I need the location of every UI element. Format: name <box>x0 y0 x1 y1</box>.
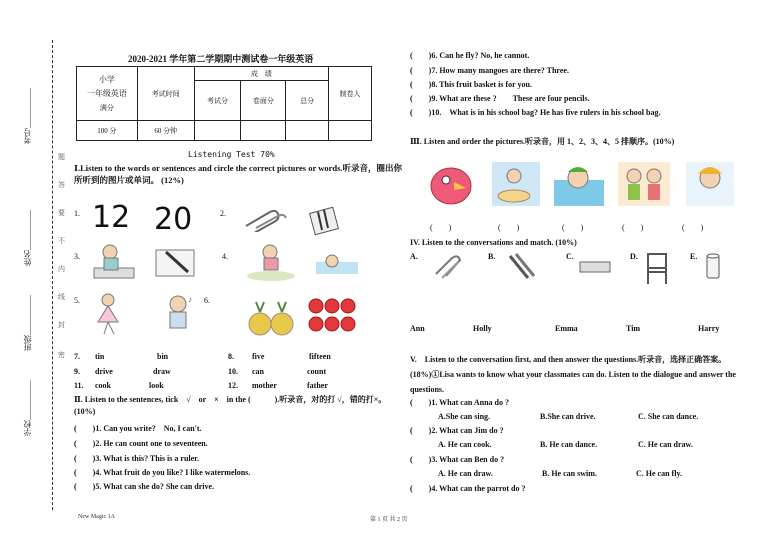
item-number: 9. <box>74 367 80 376</box>
match-name: Harry <box>698 324 720 333</box>
parrot-picture <box>424 160 478 208</box>
kid-swimming-picture <box>316 250 358 276</box>
footer-left: New Magic 1A <box>78 514 115 520</box>
word-option: tin <box>95 352 105 361</box>
word-option: can <box>252 367 264 376</box>
tick-item: ( )4. What fruit do you like? I like watermelons. <box>74 468 251 477</box>
cooking-picture <box>490 160 542 208</box>
word-option: bin <box>157 352 169 361</box>
kid-running-picture <box>244 242 298 282</box>
girl-dancing-picture <box>86 292 130 336</box>
order-bracket[interactable]: ( ) <box>430 223 452 232</box>
word-option: look <box>149 381 164 390</box>
answer-option[interactable]: B. He can swim. <box>542 469 597 478</box>
svg-text:♪: ♪ <box>188 295 192 304</box>
item-number: 7. <box>74 352 80 361</box>
question: ( )1. What can Anna do ? <box>410 398 509 407</box>
chair-icon <box>644 252 670 286</box>
question: ( )2. What can Jim do ? <box>410 426 504 435</box>
school-field-label: 学校__________ <box>23 380 32 436</box>
order-bracket[interactable]: ( ) <box>622 223 644 232</box>
word-option: mother <box>252 381 277 390</box>
full-mark-cell: 100 分 <box>77 121 138 141</box>
paperclip-icon <box>240 206 290 232</box>
kid-singing-picture <box>156 292 200 336</box>
pens-icon <box>506 252 536 282</box>
maker-cell: 制卷人 <box>329 67 372 121</box>
word-option: drive <box>95 367 113 376</box>
tick-item: ( )6. Can he fly? No, he cannot. <box>410 51 530 60</box>
exam-time-cell: 考试时间 <box>137 67 194 121</box>
clips-icon <box>432 254 466 280</box>
item-number: 3. <box>74 252 80 261</box>
section5-title: V. Listen to the conversation first, and then answer the questions.听录音，选择正确答案。(18%)①Lisa wants to know what your classmates can do. Listen to the dialogue and answer the questions. <box>410 355 736 394</box>
time-value-cell: 60 分钟 <box>137 121 194 141</box>
item-number: 12. <box>228 381 238 390</box>
answer-option[interactable]: C. He can fly. <box>636 469 682 478</box>
listening-test-label: Listening Test 70% <box>188 150 275 159</box>
answer-option[interactable]: C. He can draw. <box>638 440 693 449</box>
hand-writing-picture <box>152 244 200 280</box>
match-name: Emma <box>555 324 578 333</box>
tick-item: ( )2. He can count one to seventeen. <box>74 439 208 448</box>
item-number: 11. <box>74 381 84 390</box>
answer-option[interactable]: B. He can dance. <box>540 440 598 449</box>
section2-title: Ⅱ. Listen to the sentences, tick √ or × in the ( ).听录音，对的打 √，错的打×。 (10%) <box>74 395 387 416</box>
tick-item: ( )3. What is this? This is a ruler. <box>74 454 199 463</box>
tick-item: ( )9. What are these ? These are four pencils. <box>410 94 590 103</box>
word-option: count <box>307 367 327 376</box>
total-cell: 总分 <box>286 81 329 121</box>
item-number: 2. <box>220 209 226 218</box>
binding-line <box>52 40 53 510</box>
order-bracket[interactable]: ( ) <box>682 223 704 232</box>
kid-reading-picture <box>88 240 138 282</box>
word-option: five <box>252 352 265 361</box>
answer-option[interactable]: A.She can sing. <box>438 412 491 421</box>
page-title: 2020-2021 学年第二学期期中测试卷一年级英语 <box>128 54 314 64</box>
section4-title: IV. Listen to the conversations and match. (10%) <box>410 238 577 247</box>
item-number: 6. <box>204 296 210 305</box>
question: ( )4. What can the parrot do ? <box>410 484 526 493</box>
number-twelve: 12 <box>92 200 131 235</box>
answer-option[interactable]: A. He can draw. <box>438 469 493 478</box>
match-letter: D. <box>630 252 638 261</box>
answer-option[interactable]: C. She can dance. <box>638 412 699 421</box>
match-name: Tim <box>626 324 641 333</box>
score-table <box>76 66 372 141</box>
number-twenty: 20 <box>154 202 193 237</box>
word-option: father <box>307 381 328 390</box>
girl-picture <box>684 160 736 208</box>
family-picture <box>616 160 672 208</box>
question: ( )3. What can Ben do ? <box>410 455 505 464</box>
match-letter: C. <box>566 252 574 261</box>
answer-option[interactable]: B.She can drive. <box>540 412 596 421</box>
order-bracket[interactable]: ( ) <box>562 223 584 232</box>
answer-option[interactable]: A. He can cook. <box>438 440 492 449</box>
match-letter: B. <box>488 252 496 261</box>
tick-item: ( )10. What is in his school bag? He has five rulers in his school bag. <box>410 108 661 117</box>
paper-score-cell: 卷面分 <box>241 81 286 121</box>
class-field-label: 班级__________ <box>23 295 32 351</box>
item-number: 8. <box>228 352 234 361</box>
word-option: draw <box>153 367 171 376</box>
item-number: 10. <box>228 367 238 376</box>
cup-icon <box>704 250 722 280</box>
school-grade-cell: 小学 一年级英语 满分 <box>77 67 138 121</box>
grades-header-cell: 成 绩 <box>194 67 329 81</box>
match-letter: A. <box>410 252 418 261</box>
number-field-label: 考号__________ <box>23 88 32 144</box>
word-option: fifteen <box>309 352 331 361</box>
section3-title: Ⅲ. Listen and order the pictures.听录音，用 1、2、3、4、5 排顺序。(10%) <box>410 137 675 146</box>
tick-item: ( )5. What can she do? She can drive. <box>74 482 215 491</box>
order-bracket[interactable]: ( ) <box>498 223 520 232</box>
name-field-label: 姓名__________ <box>23 210 32 266</box>
match-name: Holly <box>473 324 492 333</box>
word-option: cook <box>95 381 111 390</box>
pencil-case-icon <box>308 204 344 236</box>
eraser-icon <box>578 260 612 274</box>
exam-score-cell: 考试分 <box>194 81 241 121</box>
tick-item: ( )1. Can you write? No, I can't. <box>74 424 202 433</box>
item-number: 1. <box>74 209 80 218</box>
strawberries-picture <box>306 296 364 338</box>
tick-item: ( )7. How many mangoes are there? Three. <box>410 66 569 75</box>
pineapples-picture <box>244 300 298 336</box>
item-number: 4. <box>222 252 228 261</box>
section1-title: Ⅰ.Listen to the words or sentences and circle the correct pictures or words.听录音，圈出你所听到的图片或单词。 (12%) <box>74 163 403 185</box>
match-name: Ann <box>410 324 425 333</box>
tick-item: ( )8. This fruit basket is for you. <box>410 80 532 89</box>
match-letter: E. <box>690 252 698 261</box>
item-number: 5. <box>74 296 80 305</box>
swimming-picture <box>552 160 606 208</box>
page-number: 第 1 页 共 2 页 <box>370 517 408 523</box>
